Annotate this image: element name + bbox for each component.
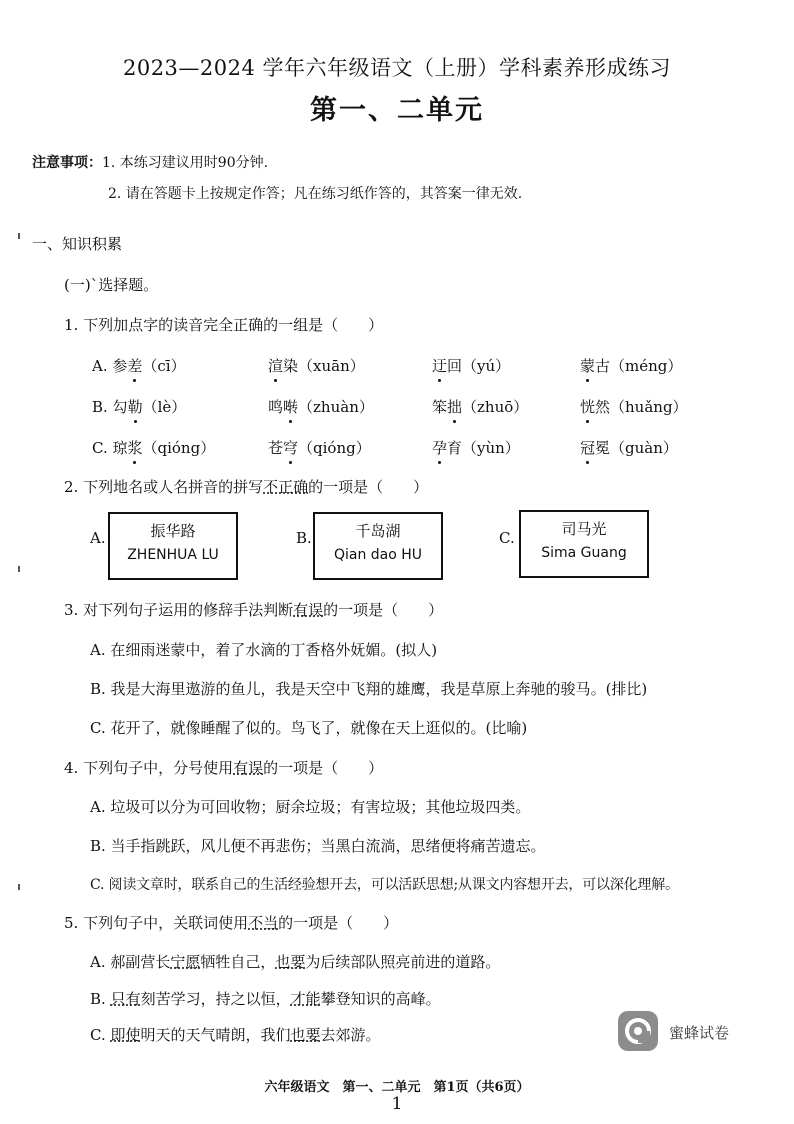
- option-text: A. 郝副营长: [90, 953, 171, 971]
- q3-option-b: B. 我是大海里遨游的鱼儿，我是天空中飞翔的雄鹰，我是草原上奔驰的骏马。(排比): [90, 680, 648, 698]
- dotted-char: 穹: [283, 439, 299, 457]
- subsection-heading: (一)`选择题。: [64, 276, 159, 294]
- q2-choice-b-letter: B.: [296, 529, 312, 547]
- question-5-stem: [64, 912, 398, 933]
- q5-option-b: [90, 988, 441, 1009]
- dotted-words: 宁愿: [170, 953, 201, 971]
- option-text: （cī）: [142, 357, 186, 375]
- dotted-words: 也要: [275, 953, 306, 971]
- scan-mark: [18, 233, 20, 239]
- stem-text: 2. 下列地名或人名拼音的拼写: [64, 478, 264, 496]
- scan-mark: [18, 566, 20, 572]
- option-text: （zhuàn）: [298, 398, 374, 416]
- option-text: （qióng）: [142, 439, 216, 457]
- sign-pinyin: Qian dao HU: [333, 547, 423, 563]
- q1-option: [92, 437, 215, 458]
- q2-choice-c-letter: C.: [499, 529, 515, 547]
- q4-option-a: A. 垃圾可以分为可回收物；厨余垃圾；有害垃圾；其他垃圾四类。: [90, 798, 531, 816]
- q1-option: [92, 396, 186, 417]
- q4-option-c: C. 阅读文章时，联系自己的生活经验想开去，可以活跃思想;从课文内容想开去，可以深化理解。: [90, 877, 679, 893]
- q1-option: [268, 396, 374, 417]
- emphasis-text: 有误: [233, 759, 264, 777]
- q1-option: [580, 396, 688, 417]
- sign-pinyin: ZHENHUA LU: [127, 547, 219, 563]
- notes-item-2: 2. 请在答题卡上按规定作答；凡在练习纸作答的，其答案一律无效.: [108, 186, 523, 202]
- q1-option: [580, 437, 678, 458]
- option-text: 育（yùn）: [447, 439, 520, 457]
- dotted-words: 也要: [290, 1026, 321, 1044]
- option-text: 攀登知识的高峰。: [320, 990, 441, 1008]
- q1-option: [580, 355, 682, 376]
- q4-option-b: B. 当手指跳跃，风儿便不再悲伤；当黑白流淌，思绪便将痛苦遗忘。: [90, 837, 546, 855]
- watermark-text: 蜜蜂试卷: [669, 1024, 730, 1042]
- q3-option-c: C. 花开了，就像睡醒了似的。鸟飞了，就像在天上逛似的。(比喻): [90, 719, 528, 737]
- bee-logo-icon: [618, 1011, 658, 1051]
- q1-option: [268, 355, 365, 376]
- dotted-words: 只有: [110, 990, 141, 1008]
- option-text: 染（xuān）: [283, 357, 365, 375]
- stem-text: 的一项是（ ）: [263, 759, 384, 777]
- notes-line-1: [32, 152, 268, 172]
- stem-text: 的一项是（ ）: [308, 478, 429, 496]
- option-text: 回（yú）: [447, 357, 511, 375]
- dotted-char: 差: [127, 357, 143, 375]
- q2-choice-b-sign: [313, 512, 443, 580]
- sign-pinyin: Sima Guang: [541, 545, 627, 561]
- q2-choice-a-sign: [108, 512, 238, 580]
- question-4-stem: [64, 757, 383, 778]
- dotted-char: 迂: [432, 357, 448, 375]
- section-heading: 一、知识积累: [32, 235, 123, 253]
- bee-logo-glyph: [618, 1011, 658, 1051]
- q5-option-c: [90, 1024, 381, 1045]
- option-text: 明天的天气晴朗，我们: [140, 1026, 291, 1044]
- option-text: 鸣: [268, 398, 284, 416]
- notes-label: 注意事项：: [32, 155, 102, 171]
- dotted-char: 啭: [283, 398, 299, 416]
- question-3-stem: [64, 599, 443, 620]
- option-text: C. 琼: [92, 439, 128, 457]
- dotted-char: 恍: [580, 398, 596, 416]
- sign-chinese: 司马光: [561, 520, 607, 538]
- option-text: 笨: [432, 398, 448, 416]
- dotted-words: 即使: [110, 1026, 141, 1044]
- option-text: B.: [90, 990, 111, 1008]
- sign-chinese: 千岛湖: [355, 522, 401, 540]
- option-text: A. 参: [92, 357, 128, 375]
- option-text: （zhuō）: [462, 398, 529, 416]
- dotted-words: 才能: [290, 990, 321, 1008]
- q1-option: [432, 396, 528, 417]
- stem-text: 5. 下列句子中，关联词使用: [64, 914, 249, 932]
- scan-mark: [18, 884, 20, 890]
- option-text: 牺牲自己，: [200, 953, 276, 971]
- q2-choice-a-letter: A.: [90, 529, 106, 547]
- dotted-char: 孕: [432, 439, 448, 457]
- dotted-char: 勒: [127, 398, 143, 416]
- notes-item-1: 1. 本练习建议用时90分钟.: [102, 155, 269, 171]
- dotted-char: 拙: [447, 398, 463, 416]
- option-text: 刻苦学习，持之以恒，: [140, 990, 291, 1008]
- q1-option: [268, 437, 371, 458]
- q3-option-a: A. 在细雨迷蒙中，着了水滴的丁香格外妩媚。(拟人): [90, 641, 438, 659]
- q2-choice-c-sign: [519, 510, 649, 578]
- page-footer: 六年级语文 第一、二单元 第1页（共6页）: [264, 1080, 530, 1095]
- q5-option-a: [90, 951, 500, 972]
- sign-chinese: 振华路: [150, 522, 196, 540]
- stem-text: 4. 下列句子中，分号使用: [64, 759, 234, 777]
- stem-text: 3. 对下列句子运用的修辞手法判断: [64, 601, 294, 619]
- option-text: 为后续部队照亮前进的道路。: [305, 953, 501, 971]
- option-text: 冕（guàn）: [595, 439, 678, 457]
- dotted-char: 浆: [127, 439, 143, 457]
- emphasis-text: 不当: [248, 914, 279, 932]
- emphasis-text: 有误: [293, 601, 324, 619]
- q1-option: [432, 355, 510, 376]
- unit-title: 第一、二单元: [310, 95, 484, 126]
- option-text: 然（huǎng）: [595, 398, 688, 416]
- q1-option: [92, 355, 186, 376]
- dotted-char: 蒙: [580, 357, 596, 375]
- option-text: 苍: [268, 439, 284, 457]
- option-text: B. 勾: [92, 398, 128, 416]
- question-2-stem: [64, 476, 428, 497]
- dotted-char: 渲: [268, 357, 284, 375]
- stem-text: 的一项是（ ）: [323, 601, 444, 619]
- option-text: （qióng）: [298, 439, 371, 457]
- q1-option: [432, 437, 520, 458]
- option-text: 古（méng）: [595, 357, 683, 375]
- option-text: （lè）: [142, 398, 187, 416]
- stem-text: 的一项是（ ）: [278, 914, 399, 932]
- exam-title: 2023—2024 学年六年级语文（上册）学科素养形成练习: [122, 56, 672, 80]
- page-number: 1: [391, 1094, 403, 1114]
- emphasis-text: 不正确: [263, 478, 309, 496]
- question-1-stem: 1. 下列加点字的读音完全正确的一组是（ ）: [64, 316, 384, 334]
- option-text: 去郊游。: [320, 1026, 381, 1044]
- option-text: C.: [90, 1026, 111, 1044]
- dotted-char: 冠: [580, 439, 596, 457]
